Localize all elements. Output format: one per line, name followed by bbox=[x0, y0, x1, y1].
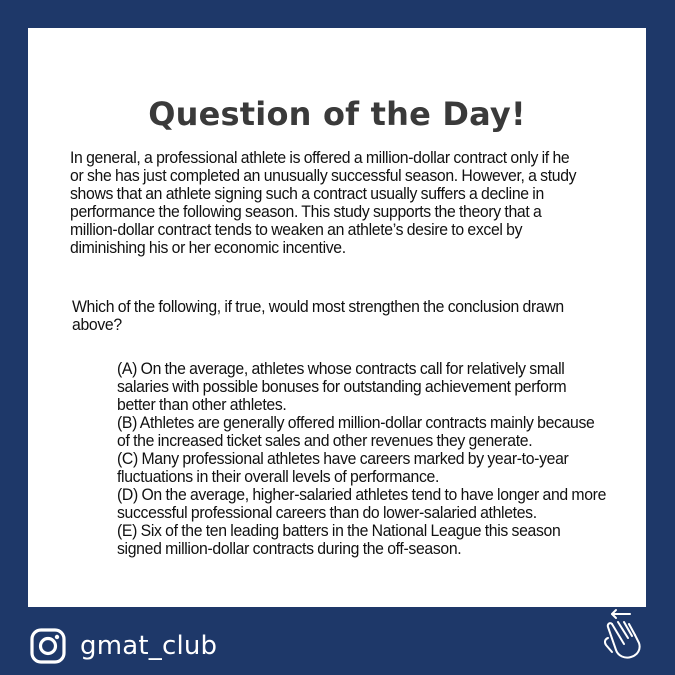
handle-text: gmat_club bbox=[80, 631, 218, 661]
question-card bbox=[28, 28, 646, 607]
choice-c[interactable]: (C) Many professional athletes have careers marked by year-to-year fluctuations in their overall levels of performance. bbox=[117, 449, 569, 486]
question-passage: In general, a professional athlete is offered a million-dollar contract only if he or she has just completed an unusually successful season. However, a study shows that an athlete signing such a contract usually suffers a decline in performance the following season. This study supports the theory that a million-dollar contract tends to weaken an athlete’s desire to excel by diminishing his or her economic incentive. bbox=[70, 148, 577, 257]
page-title: Question of the Day! bbox=[148, 95, 526, 133]
choice-a[interactable]: (A) On the average, athletes whose contracts call for relatively small salaries with possible bonuses for outstanding achievement perform better than other athletes. bbox=[117, 359, 567, 414]
choice-e[interactable]: (E) Six of the ten leading batters in the National League this season signed million-dollar contracts during the off-season. bbox=[117, 521, 561, 558]
swipe-hand-icon bbox=[598, 608, 646, 664]
choice-b[interactable]: (B) Athletes are generally offered million-dollar contracts mainly because of the increased ticket sales and other revenues they generate. bbox=[117, 413, 595, 450]
answer-choices bbox=[117, 360, 608, 558]
social-handle[interactable] bbox=[30, 626, 217, 666]
choice-d[interactable]: (D) On the average, higher-salaried athletes tend to have longer and more successful professional careers than do lower-salaried athletes. bbox=[117, 485, 607, 522]
instagram-icon bbox=[30, 628, 66, 664]
question-stem: Which of the following, if true, would most strengthen the conclusion drawn above? bbox=[72, 297, 564, 334]
